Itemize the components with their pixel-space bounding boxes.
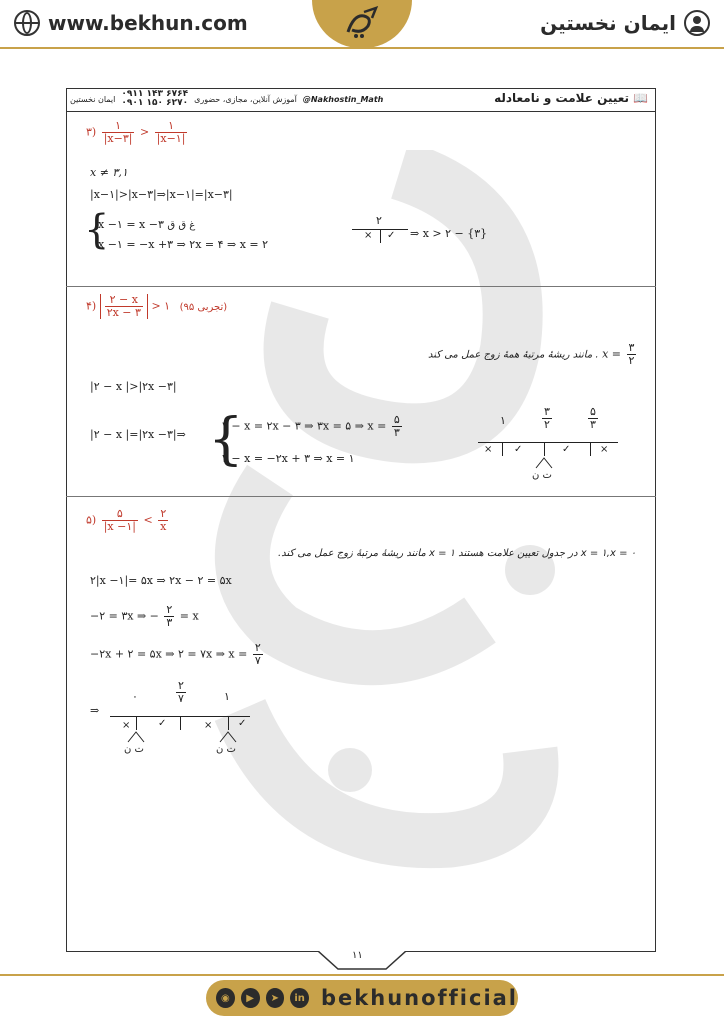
p5-root-1: ۰ — [132, 690, 138, 703]
fraction-den: |x −۱| — [103, 520, 136, 533]
p5-sign-3: × — [204, 720, 213, 731]
p5-note: x = ۱,x = ۰ در جدول تعیین علامت هستند ۱ = x مانند ریشهٔ مرتبهٔ زوج عمل می کند. — [278, 548, 636, 559]
p5-sign-1: × — [122, 720, 131, 731]
problem-5-statement — [86, 508, 170, 533]
problem-label: ۴) — [86, 299, 97, 313]
page-header — [66, 88, 656, 112]
handle: @Nakhostin_Math — [302, 94, 384, 104]
note-var: x = — [602, 347, 625, 361]
p4-axis — [478, 442, 618, 443]
p3-step1: |x−۱|>|x−۳|⇒|x−۱|=|x−۳| — [90, 188, 233, 201]
p4-root-3: $\frac{۵}{۳}$ — [590, 405, 596, 431]
case-text: ۲ − x = ۲x − ۳ ⇒ ۳x = ۵ ⇒ x = — [222, 419, 390, 433]
globe-icon — [14, 10, 40, 36]
operator: > ۱ — [151, 299, 171, 313]
author-small: ایمان نخستین — [70, 94, 116, 104]
p3-answer: ⇒ x > ۲ − {۳} — [410, 227, 488, 240]
top-bar — [0, 0, 724, 48]
p5-double-root-mark-2 — [218, 730, 238, 744]
p5-root-3: ۱ — [224, 690, 230, 703]
p5-arrow: ⇒ — [90, 704, 100, 717]
phone-2: ۰۹۰۱ ۱۵۰ ۶۲۷۰ — [121, 98, 189, 108]
fraction-num: ۵ — [393, 413, 400, 426]
bekhun-logo-icon — [342, 6, 382, 40]
site-link[interactable] — [14, 10, 248, 36]
social-bar[interactable] — [206, 980, 518, 1016]
p5-sign-4: ✓ — [238, 718, 247, 729]
p3-root: ۲ — [376, 214, 382, 227]
p5-tick-2 — [180, 716, 181, 730]
operator: < — [143, 513, 153, 527]
bottom-divider — [0, 974, 724, 976]
p5-double-root-mark-1 — [126, 730, 146, 744]
book-icon: 📖 — [633, 91, 648, 105]
p3-sign-right: ✓ — [387, 230, 396, 241]
p4-double-root-mark — [534, 456, 554, 470]
p4-root-1: ۱ — [500, 414, 506, 427]
fraction-num: ۲ — [166, 603, 173, 616]
fraction-den: |x−۱| — [156, 132, 186, 145]
p4-tick-2 — [544, 442, 545, 456]
page-number: ۱۱ — [352, 950, 363, 961]
step-text: −۲x + ۲ = ۵x ⇒ ۲ = ۷x ⇒ x = — [90, 647, 251, 661]
p5-root-2: $\frac{۲}{۷}$ — [178, 679, 184, 705]
fraction-den: x — [160, 520, 167, 533]
youtube-icon[interactable]: ▶ — [241, 988, 260, 1008]
p5-tn-label-2: ت ن — [216, 744, 236, 755]
author-name: ایمان نخستین — [540, 11, 676, 35]
p4-sign-4: × — [600, 444, 609, 455]
p4-brace: { — [208, 407, 244, 472]
problem-4-statement — [86, 294, 227, 319]
p4-tick-3 — [590, 442, 591, 456]
fraction-num: ۵ — [102, 508, 138, 521]
title-text: تعیین علامت و نامعادله — [494, 91, 630, 105]
p5-sign-2: ✓ — [158, 718, 167, 729]
logo-tab — [312, 0, 412, 48]
p5-step2 — [90, 604, 199, 629]
operator: > — [139, 125, 150, 139]
p4-case2: ۲ − x = −۲x + ۳ ⇒ x = ۱ — [222, 452, 355, 465]
section-divider — [66, 496, 656, 497]
fraction-num: ۲ — [254, 641, 261, 654]
fraction-num: ۲ — [158, 508, 168, 521]
fraction-den: ۳ — [166, 616, 173, 629]
fraction-num: ۱ — [102, 120, 135, 133]
p4-sign-2: ✓ — [514, 444, 523, 455]
p5-tn-label-1: ت ن — [124, 744, 144, 755]
instagram-icon[interactable]: ◉ — [216, 988, 235, 1008]
social-handle[interactable]: bekhunofficial — [321, 986, 519, 1010]
source-tag: (تجربی ۹۵) — [179, 301, 228, 313]
fraction-den: ۳ — [393, 426, 400, 439]
fraction-num: ۲ − x — [105, 294, 143, 307]
note-text: مانند ریشهٔ مرتبهٔ همهٔ زوج عمل می کند . — [428, 349, 599, 361]
problem-label: ۵) — [86, 513, 97, 527]
p5-tick-1 — [136, 716, 137, 730]
p3-case1 — [98, 218, 195, 231]
telegram-icon[interactable]: ➤ — [266, 988, 285, 1008]
author-badge — [540, 10, 710, 36]
case-text: x −۱ = x −۳ — [98, 218, 164, 231]
p3-tick — [380, 229, 381, 243]
p3-sign-left: × — [364, 230, 373, 241]
tagline: آموزش آنلاین، مجازی، حضوری — [194, 94, 297, 104]
fraction-den: |x−۳| — [103, 132, 133, 145]
p4-note — [428, 342, 638, 367]
p4-case1 — [222, 414, 404, 439]
problem-3-statement — [86, 120, 189, 145]
p4-step1: |۲ − x |>|۲x −۳| — [90, 380, 177, 393]
fraction-den: ۲ — [628, 354, 635, 367]
linkedin-icon[interactable]: in — [290, 988, 309, 1008]
p3-case2: x −۱ = −x +۳ ⇒ ۲x = ۴ ⇒ x = ۲ — [98, 238, 269, 251]
p4-step2: |۲ − x |=|۲x −۳|⇒ — [90, 428, 186, 441]
page-title — [494, 91, 648, 105]
p5-tick-3 — [228, 716, 229, 730]
p4-tn-label: ت ن — [532, 470, 552, 481]
fraction-num: ۱ — [155, 120, 188, 133]
phone-1: ۰۹۱۱ ۱۴۳ ۶۷۶۴ — [121, 89, 189, 99]
section-divider — [66, 286, 656, 287]
fraction-den: ۲x − ۳ — [106, 306, 141, 319]
contact-info — [70, 90, 383, 108]
p3-domain: x ≠ ۳,۱ — [90, 166, 128, 179]
p4-sign-3: ✓ — [562, 444, 571, 455]
site-url: www.bekhun.com — [48, 11, 248, 35]
p4-tick-1 — [502, 442, 503, 456]
top-divider — [0, 47, 724, 49]
fraction-num: ۳ — [628, 341, 635, 354]
p5-step3 — [90, 642, 265, 667]
case-note: غ ق ق — [167, 220, 196, 231]
p5-step1: ۲|x −۱|= ۵x ⇒ ۲x − ۲ = ۵x — [90, 574, 232, 587]
p4-root-2: $\frac{۳}{۲}$ — [544, 405, 550, 431]
user-icon — [684, 10, 710, 36]
phone-numbers — [121, 90, 188, 108]
step-text: −۲ = ۳x ⇒ − — [90, 609, 159, 623]
problem-label: ۳) — [86, 125, 97, 139]
p4-sign-1: × — [484, 444, 493, 455]
step-text: = x — [179, 609, 199, 623]
p3-brace: { — [84, 207, 110, 253]
fraction-den: ۷ — [254, 654, 261, 667]
